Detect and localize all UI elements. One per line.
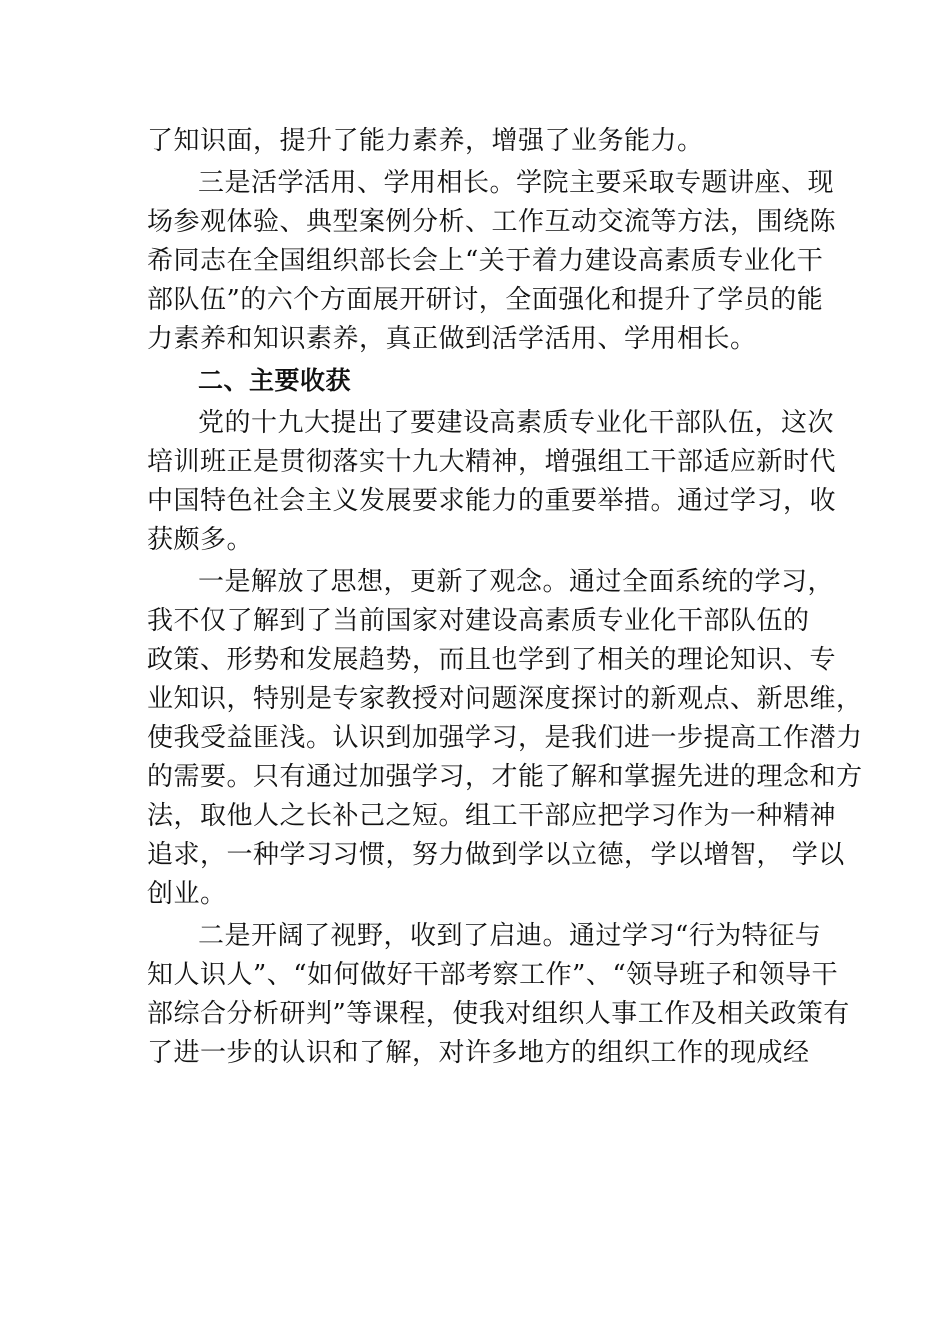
text-line: 政策、形势和发展趋势，而且也学到了相关的理论知识、专 [147, 645, 837, 675]
section-heading: 二、主要收获 [198, 366, 352, 395]
text-line: 部综合分析研判”等课程，使我对组织人事工作及相关政策有 [147, 999, 850, 1029]
text-line: 中国特色社会主义发展要求能力的重要举措。通过学习，收 [147, 486, 837, 516]
text-line: 部队伍”的六个方面展开研讨，全面强化和提升了学员的能 [147, 285, 824, 315]
paragraph-start: 党的十九大提出了要建设高素质专业化干部队伍，这次 [198, 408, 835, 438]
text-line: 了知识面，提升了能力素养，增强了业务能力。 [147, 126, 704, 156]
text-line: 场参观体验、典型案例分析、工作互动交流等方法，围绕陈 [147, 207, 837, 237]
paragraph-start: 一是解放了思想，更新了观念。通过全面系统的学习， [198, 567, 835, 597]
paragraph-start: 二是开阔了视野，收到了启迪。通过学习“行为特征与 [198, 921, 822, 951]
text-line: 法，取他人之长补己之短。组工干部应把学习作为一种精神 [147, 801, 837, 831]
text-line: 使我受益匪浅。认识到加强学习，是我们进一步提高工作潜力 [147, 723, 863, 753]
text-line: 力素养和知识素养，真正做到活学活用、学用相长。 [147, 324, 757, 354]
text-line: 追求，一种学习习惯，努力做到学以立德，学以增智， 学以 [147, 840, 845, 870]
text-line: 获颇多。 [147, 525, 254, 555]
text-line: 业知识，特别是专家教授对问题深度探讨的新观点、新思维， [147, 684, 863, 714]
text-line: 知人识人”、“如何做好干部考察工作”、“领导班子和领导干 [147, 960, 839, 990]
text-line: 的需要。只有通过加强学习，才能了解和掌握先进的理念和方 [147, 762, 863, 792]
text-line: 希同志在全国组织部长会上“关于着力建设高素质专业化干 [147, 246, 824, 276]
text-line: 了进一步的认识和了解，对许多地方的组织工作的现成经 [147, 1038, 810, 1068]
paragraph-start: 三是活学活用、学用相长。学院主要采取专题讲座、现 [198, 168, 835, 198]
text-line: 创业。 [147, 879, 227, 909]
text-line: 我不仅了解到了当前国家对建设高素质专业化干部队伍的 [147, 606, 810, 636]
text-line: 培训班正是贯彻落实十九大精神，增强组工干部适应新时代 [147, 447, 837, 477]
